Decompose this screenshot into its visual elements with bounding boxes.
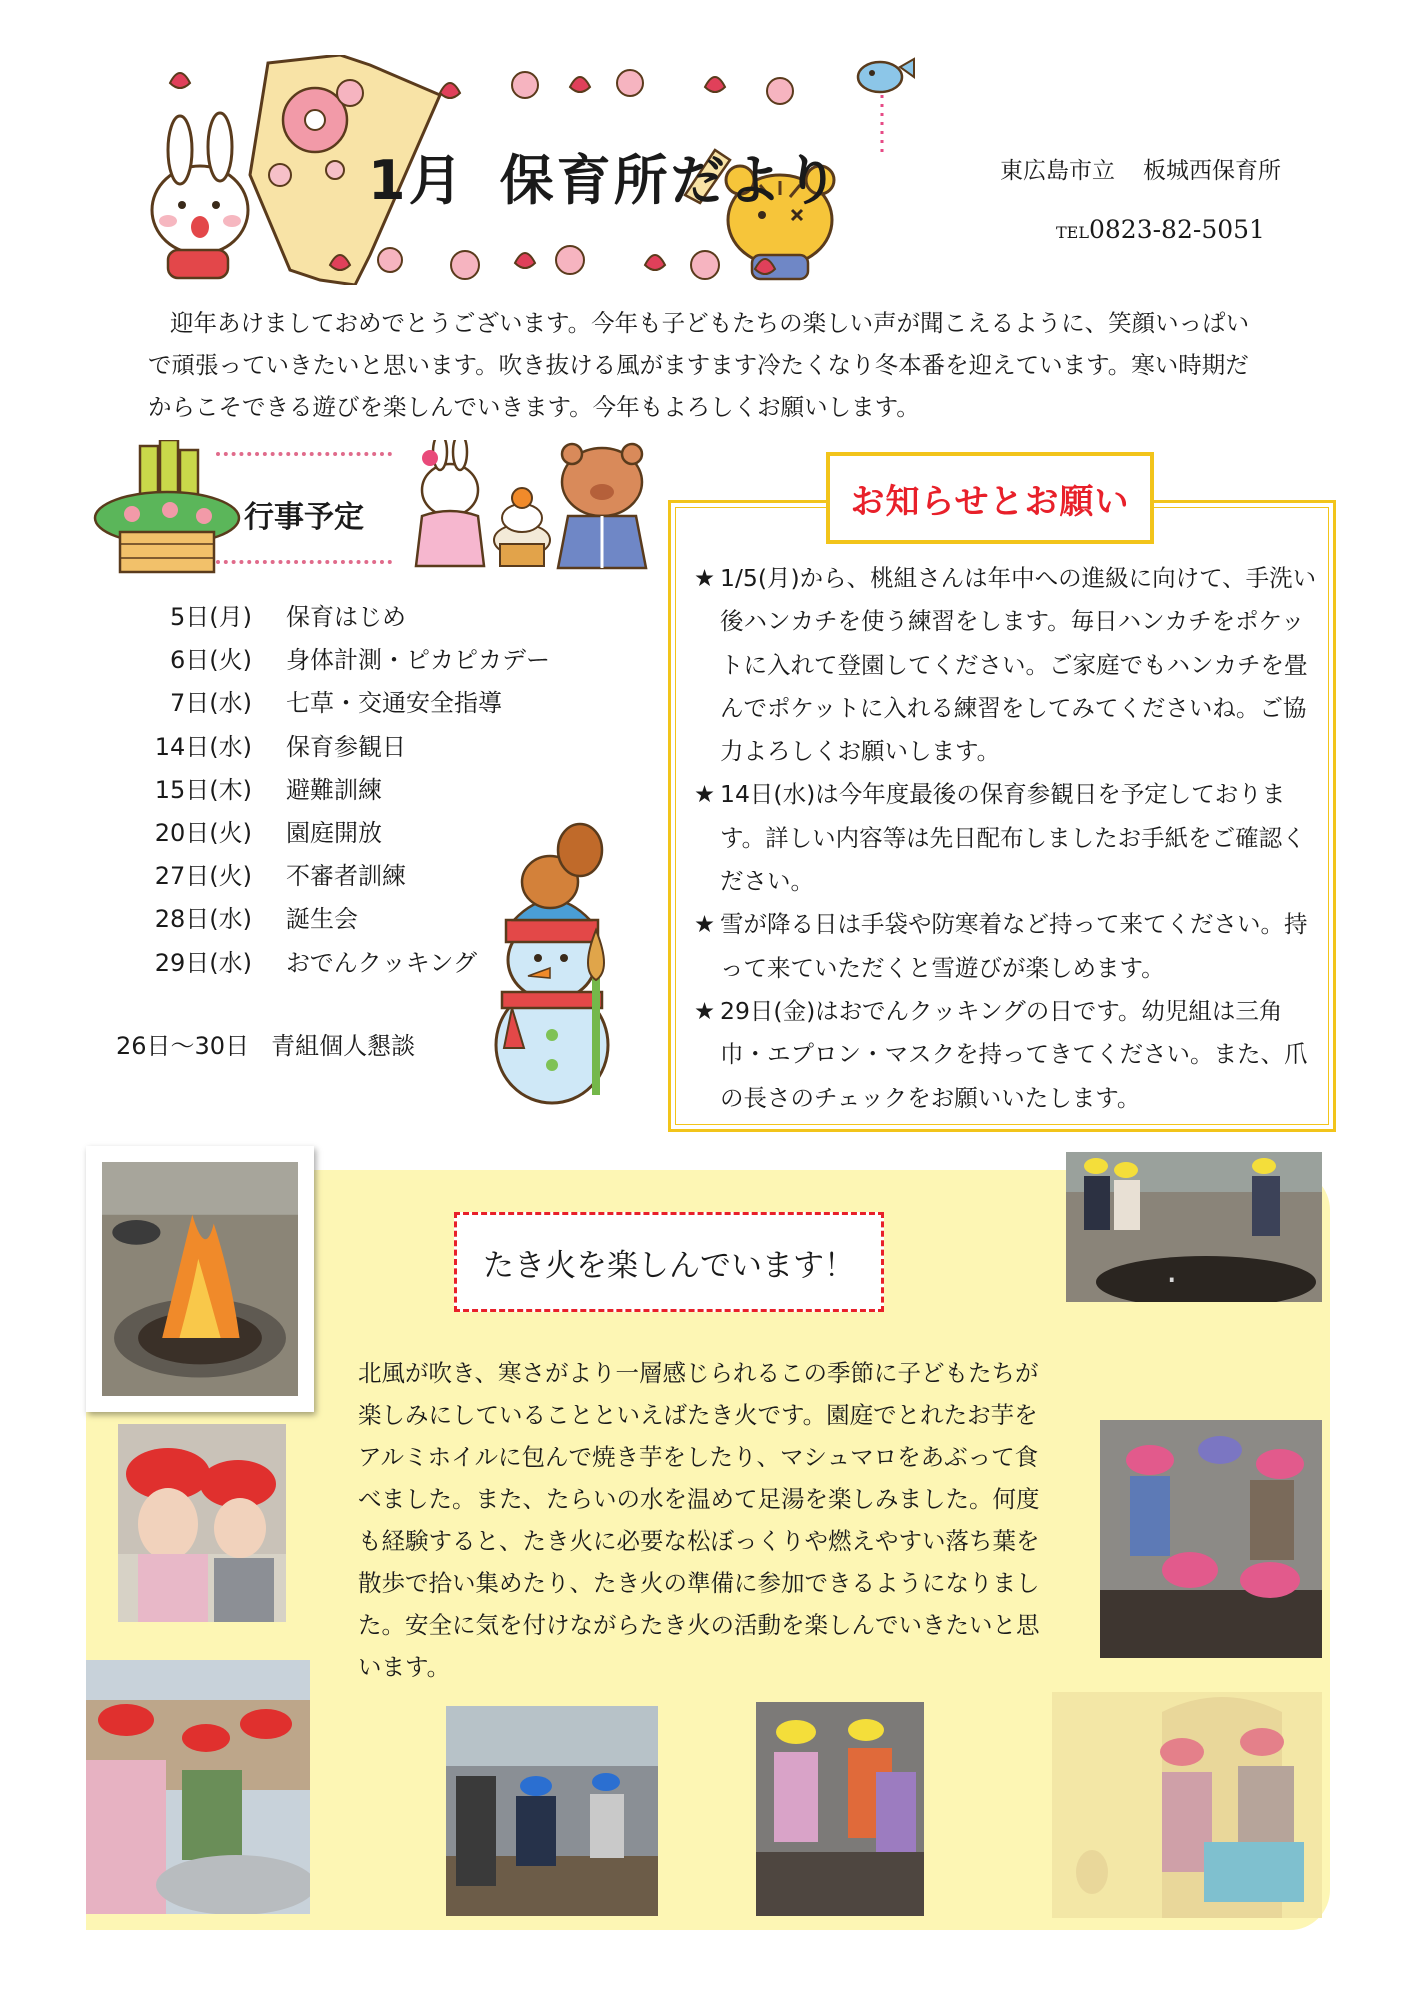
event-date: 14日(水) [154,732,252,761]
event-name: 不審者訓練 [286,862,406,891]
event-date: 20日(火) [154,818,252,847]
intro-text [148,302,1258,428]
photo-marshmallow [756,1702,924,1916]
event-row [112,855,550,898]
page-title [368,138,842,215]
notice-item [694,903,1326,990]
event-name: おでんクッキング [286,948,478,977]
tel-label: TEL [1056,223,1089,242]
notice-item [694,557,1326,773]
event-row [112,639,550,682]
school-label: 板城西保育所 [1143,158,1281,184]
event-date: 27日(火) [154,862,252,891]
extra-date: 26日～30日 [116,1032,250,1060]
tel-number: 0823-82-5051 [1088,215,1265,244]
event-date: 5日(月) [170,603,252,631]
notice-list [694,557,1326,1120]
photo-blue-caps [446,1706,658,1916]
dotted-divider-top [216,452,392,456]
photo-footbath [86,1660,310,1914]
notice-text: 1/5(月)から、桃組さんは年中への進級に向けて、手洗い後ハンカチを使う練習をします。毎日ハンカチをポケットに入れて登園してください。ご家庭でもハンカチを畳んでポケットに入れる練習をしてみてくださいね。ご協力よろしくお願いします。 [720,564,1317,766]
event-name: 保育はじめ [286,603,406,631]
event-row [112,769,550,812]
event-name: 誕生会 [286,905,358,934]
title-text: 保育所だより [499,149,842,212]
title-month: 1月 [368,149,466,212]
notice-text: 29日(金)はおでんクッキングの日です。幼児組は三角巾・エプロン・マスクを持ってきてください。また、爪の長さのチェックをお願いいたします。 [720,996,1308,1112]
notice-text: 雪が降る日は手袋や防寒着など持って来てください。持って来ていただくと雪遊びが楽しめます。 [720,910,1308,982]
event-row [112,682,550,725]
telephone [1056,215,1265,244]
extra-name: 青組個人懇談 [271,1032,416,1060]
takibi-body: 北風が吹き、寒さがより一層感じられるこの季節に子どもたちが楽しみにしていることといえばたき火です。園庭でとれたお芋をアルミホイルに包んで焼き芋をしたり、マシュマロをあぶって食べました。また、たらいの水を温めて足湯を楽しみました。何度も経験すると、たき火に必要な松ぼっくりや燃えやすい落ち葉を散歩で拾い集めたり、たき火の準備に参加できるようになりました。安全に気を付けながらたき火の活動を楽しんでいきたいと思います。 [358,1359,1040,1681]
notice-heading: お知らせとお願い [850,481,1130,522]
event-date: 29日(水) [154,948,252,977]
event-date: 28日(水) [154,905,252,934]
event-row [112,726,550,769]
event-name: 保育参観日 [286,732,406,761]
event-row [112,942,550,985]
event-name: 七草・交通安全指導 [286,689,502,718]
intro-paragraph: 迎年あけましておめでとうございます。今年も子どもたちの楽しい声が聞こえるように、笑顔いっぱいで頑張っていきたいと思います。吹き抜ける風がますます冷たくなり冬本番を迎えています。寒い時期だからこそできる遊びを楽しんでいきます。今年もよろしくお願いします。 [148,309,1250,421]
event-row [112,812,550,855]
events-heading: 行事予定 [244,500,364,535]
photo-bonfire [86,1146,314,1412]
notice-heading-tag [826,452,1154,544]
photo-kids-around-fire [1066,1152,1322,1302]
event-date: 7日(水) [170,689,252,718]
new-year-characters [410,440,650,570]
event-date: 6日(火) [170,646,252,675]
school-name [1000,152,1281,185]
photo-pink-caps [1100,1420,1322,1658]
event-row [112,596,550,639]
notice-item [694,773,1326,903]
svg-text:·: · [1166,1260,1178,1301]
events-extra [116,1026,415,1061]
events-list [112,596,550,985]
star-icon: ★ [694,996,716,1025]
event-date: 15日(木) [154,775,252,804]
star-icon: ★ [694,910,716,939]
notice-item [694,990,1326,1120]
kadomatsu-illustration [92,440,242,575]
takibi-heading: たき火を楽しんでいます！ [454,1212,884,1312]
school-city: 東広島市立 [1000,158,1115,184]
event-name: 身体計測・ピカピカデー [286,646,550,675]
event-name: 避難訓練 [286,775,382,804]
photo-playhouse [1052,1692,1322,1918]
star-icon: ★ [694,780,716,809]
event-row [112,898,550,941]
star-icon: ★ [694,564,716,592]
snowman-illustration [492,820,632,1110]
notice-text: 14日(水)は今年度最後の保育参観日を予定しております。詳しい内容等は先日配布しましたお手紙をご確認ください。 [720,780,1306,896]
photo-kids-red-caps [118,1424,286,1622]
event-name: 園庭開放 [286,818,382,847]
dotted-divider-bottom [216,560,392,564]
